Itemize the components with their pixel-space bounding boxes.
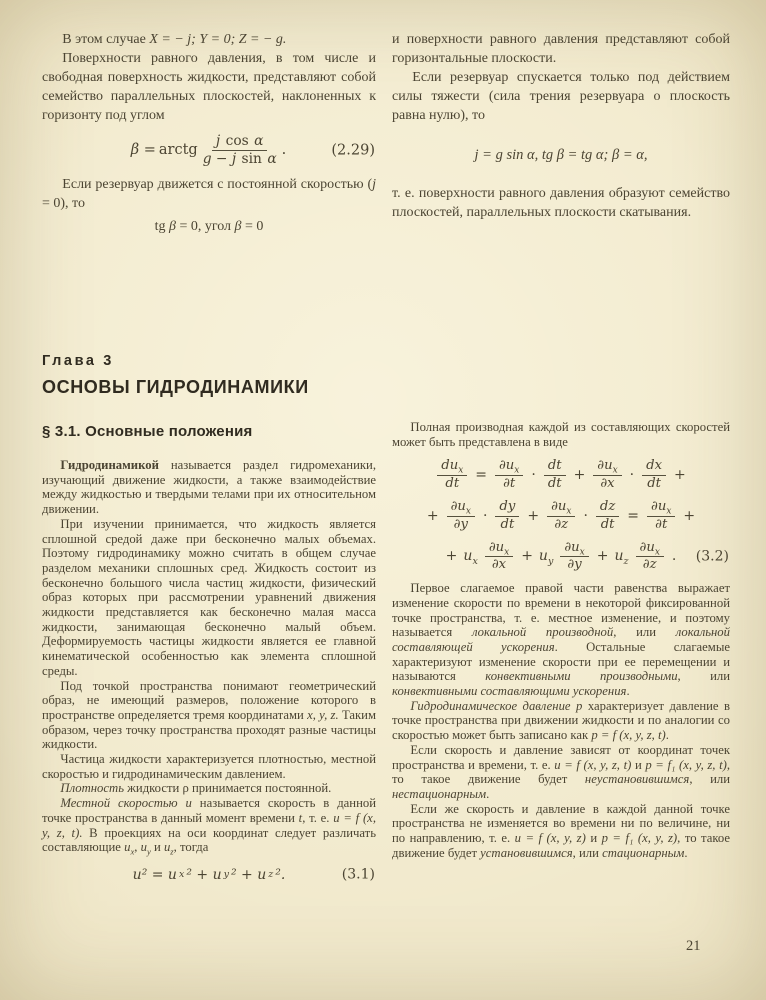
subscript: x — [514, 466, 520, 477]
paragraph — [42, 781, 376, 796]
fraction-denominator: ∂z — [554, 516, 569, 532]
paragraph — [42, 30, 376, 49]
subscript: x — [504, 547, 510, 558]
fraction-numerator — [495, 459, 523, 476]
math-run: = 0, угол — [175, 218, 235, 234]
text-run: В проекциях на оси координат следует различать составляющие — [42, 825, 377, 855]
text-run: Если же скорость и давление в каждой данной точке пространства не изменяется во времени ни по величине, ни по направлению, т. е. — [392, 801, 730, 846]
operator: + — [596, 548, 609, 565]
fraction-numerator: dx — [642, 459, 666, 476]
column-top-left — [42, 30, 376, 238]
paragraph: Если резервуар спускается только под действием силы тяжести (сила трения резервуара о плоскость равна нулю), то — [392, 70, 730, 123]
math-run — [140, 840, 151, 857]
text-run: Под точкой пространства понимают геометрический образ, не имеющий размеров, положение которого в пространстве определяется тремя координатами — [42, 678, 376, 722]
subscript: x — [666, 506, 672, 517]
fraction — [642, 459, 666, 492]
text-run: жидкости ρ принимается постоянной. — [123, 781, 332, 796]
fraction — [544, 459, 566, 492]
subscript: y — [547, 556, 554, 568]
text-run: . Остальные слагаемые характеризуют изменение скорости при ее перемещении и называются — [392, 639, 730, 684]
fraction-denominator: ∂x — [491, 557, 507, 573]
operator: + — [674, 467, 686, 484]
text-run: Таким образом, через точку пространства проходят разные частицы жидкости. — [42, 707, 376, 752]
paragraph — [392, 699, 730, 743]
fraction-denominator: dt — [445, 476, 460, 492]
variable: du — [441, 458, 459, 474]
subscript: z — [623, 556, 629, 568]
fraction — [547, 500, 575, 533]
math-run: = 0 — [241, 218, 264, 234]
math-run: X = − j; Y = 0; Z = − g. — [149, 32, 287, 47]
math-run: g − j — [202, 151, 241, 168]
fraction-denominator: dt — [547, 476, 562, 492]
math-run: u = f (x, y, z, t). — [42, 810, 376, 840]
math-run: p = f (x, y, z, t) — [591, 728, 666, 743]
column-top-right — [392, 30, 730, 222]
text-run: , то такое движение будет — [392, 831, 730, 860]
paragraph — [42, 796, 376, 855]
variable: u — [463, 548, 473, 565]
math-run: ². — [275, 866, 286, 883]
subscript: x — [654, 547, 660, 558]
equation-row — [392, 459, 730, 492]
math-run: t — [298, 810, 303, 825]
text-run: называется скорость в данной точке пространства в данный момент времени — [42, 796, 376, 825]
text-run: и — [585, 831, 602, 846]
fraction — [495, 500, 519, 533]
math-run: β — [168, 218, 176, 234]
equation-2-29 — [42, 134, 376, 168]
operator: + — [683, 507, 696, 524]
subscript: x — [465, 506, 471, 517]
text-run: Если скорость и давление зависят от координат точек пространства и времени, т. е. — [392, 742, 730, 772]
punctuation: . — [281, 142, 287, 159]
text-run: Первое слагаемое правой части равенства выражает изменение скорости по времени в некоторой фиксированной точке пространства, т. е. местное изменение, и поэтому называется — [392, 581, 730, 640]
fraction-denominator: ∂x — [600, 476, 615, 492]
fraction — [447, 500, 475, 533]
math-run: j — [215, 133, 225, 149]
fraction-numerator — [560, 541, 588, 558]
subscript: z — [170, 846, 174, 857]
paragraph: т. е. поверхности равного давления образуют семейство плоскостей, параллельных плоскости скатывания. — [392, 186, 730, 220]
text-run: и — [631, 757, 646, 772]
variable-term — [614, 548, 629, 568]
paragraph — [42, 175, 376, 213]
math-run: u² = u — [132, 866, 177, 883]
text-run: называется раздел гидромеханики, изучающий движение жидкости, а также взаимодействие между жидкостью и твердыми телами при их относительном движении. — [42, 458, 376, 517]
variable: ∂u — [488, 539, 505, 555]
math-run: x, y, z. — [307, 707, 339, 722]
math-run: u = f (x, y, z, t) — [554, 757, 632, 772]
term: конвективными производными — [485, 669, 678, 684]
fraction — [596, 500, 619, 533]
fraction — [560, 541, 588, 574]
term-lead: Местной скоростью u — [60, 796, 192, 811]
fraction-denominator: ∂y — [567, 557, 582, 573]
subscript: y — [146, 846, 151, 857]
equation-3-1 — [42, 868, 376, 883]
term: установившимся — [480, 845, 573, 860]
punctuation: . — [671, 548, 677, 565]
term: неустановившимся — [584, 772, 690, 787]
subscript: x — [458, 466, 464, 477]
fraction-numerator — [547, 500, 575, 517]
fraction-denominator: dt — [500, 516, 515, 532]
text-run: , или — [689, 772, 730, 787]
math-run: j — [372, 176, 376, 192]
fraction — [203, 134, 277, 168]
fraction-denominator: ∂z — [642, 557, 657, 573]
math-run: β — [234, 218, 242, 234]
equation-number: (3.2) — [695, 548, 729, 565]
paragraph: Поверхности равного давления, в том числе и свободная поверхность жидкости, представляют собой семейство параллельных плоскостей, наклоненных к горизонту под углом — [42, 51, 376, 123]
fraction — [593, 459, 621, 492]
math-run: β = — [130, 142, 156, 159]
text-run: . — [626, 684, 630, 699]
operator: + — [445, 548, 458, 565]
fraction-numerator: dy — [495, 500, 519, 517]
operator: · — [583, 507, 588, 524]
subscript: x — [472, 556, 478, 568]
fraction — [647, 500, 675, 533]
subscript: x — [566, 506, 572, 517]
paragraph — [42, 458, 376, 517]
paragraph — [392, 743, 730, 802]
variable: u — [140, 840, 147, 855]
term: конвективными составляющими ускорения — [392, 684, 627, 699]
equation-3-2 — [392, 459, 730, 573]
math-run: p = f₁ (x, y, z) — [601, 831, 678, 846]
fraction-denominator: ∂y — [453, 516, 468, 532]
subscript: x — [579, 547, 585, 558]
fraction-numerator — [437, 459, 467, 476]
variable: u — [614, 548, 624, 565]
text-run: = 0), то — [42, 195, 85, 211]
operator: + — [573, 467, 586, 484]
math-run — [163, 840, 174, 857]
equation-row — [392, 541, 730, 574]
fraction-numerator — [636, 541, 664, 558]
variable: ∂u — [597, 458, 613, 474]
variable-term — [463, 548, 478, 568]
term-lead: Гидродинамикой — [60, 458, 159, 472]
fraction-denominator: dt — [600, 516, 615, 532]
fraction — [495, 459, 523, 492]
math-run: p = f₁ (x, y, z, t) — [645, 757, 727, 772]
fraction-numerator — [485, 541, 513, 558]
variable-term — [538, 548, 554, 568]
variable: ∂u — [639, 539, 655, 555]
equation-j-gsin — [392, 146, 730, 165]
chapter-label: Глава 3 — [42, 353, 114, 369]
column-main-right — [392, 420, 730, 860]
chapter-title: ОСНОВЫ ГИДРОДИНАМИКИ — [42, 377, 309, 397]
operator: = — [627, 507, 640, 524]
term: нестационарным — [392, 786, 487, 801]
fraction — [437, 459, 467, 492]
term: локальной составляющей ускорения — [392, 625, 730, 654]
term-lead: Гидродинамическое давление p — [410, 698, 583, 713]
text-run: , или — [677, 669, 730, 684]
paragraph: Частица жидкости характеризуется плотностью, местной скоростью и гидродинамическим давлением. — [42, 752, 376, 781]
fraction-numerator — [647, 500, 675, 517]
text-run: . — [486, 786, 490, 801]
equation-number: (3.1) — [341, 866, 375, 883]
subscript: x — [612, 466, 618, 477]
fraction-numerator — [447, 500, 475, 517]
operator: + — [426, 507, 439, 524]
operator: + — [521, 548, 533, 565]
text-run: , или — [572, 845, 603, 860]
operator: · — [531, 467, 536, 484]
variable: u — [163, 840, 171, 855]
text-run: В этом случае — [62, 32, 150, 47]
column-main-left — [42, 458, 376, 890]
text-run: характеризует давление в точке пространства при движении жидкости и по аналогии со скоростью может быть записано как — [392, 698, 730, 743]
term-lead: Плотность — [60, 781, 124, 796]
math-run — [124, 840, 135, 857]
term: стационарным — [602, 845, 685, 860]
text-run: , то такое движение будет — [392, 757, 730, 787]
paragraph — [392, 581, 730, 699]
fraction-denominator — [203, 151, 277, 167]
math-run: ² + u — [186, 866, 222, 883]
equation-tg-beta — [42, 217, 376, 236]
fraction-numerator: dt — [544, 459, 566, 476]
math-run: j = g sin α, tg β = tg α; β = α, — [474, 147, 648, 163]
variable: ∂u — [450, 498, 466, 514]
fraction — [636, 541, 664, 574]
text-run: и — [150, 840, 164, 855]
text-run: . — [665, 728, 669, 743]
paragraph — [392, 802, 730, 861]
text-run: Если резервуар движется с постоянной скоростью ( — [62, 176, 373, 192]
function-name: cos — [225, 133, 254, 149]
operator: = — [475, 467, 487, 484]
operator: · — [629, 467, 635, 484]
equation-number: (2.29) — [331, 142, 375, 159]
term: локальной производной — [471, 625, 614, 640]
subscript: x — [130, 846, 135, 857]
section-heading: § 3.1. Основные положения — [42, 423, 253, 440]
variable: u — [538, 548, 548, 565]
fraction-numerator — [593, 459, 621, 476]
function-name: sin — [241, 151, 267, 168]
text-run: , — [134, 840, 141, 855]
operator: + — [527, 507, 540, 524]
equation-body: u² = u x ² + u y ² + u z ². — [132, 866, 286, 883]
fraction-denominator: dt — [647, 476, 661, 492]
math-run: u = f (x, y, z) — [514, 831, 586, 846]
math-run: α — [267, 151, 277, 168]
math-run: α — [254, 133, 264, 149]
variable: u — [124, 840, 131, 855]
paragraph — [42, 679, 376, 753]
math-run: tg — [154, 218, 169, 234]
page-number: 21 — [686, 938, 701, 954]
paragraph: и поверхности равного давления представляют собой горизонтальные плоскости. — [392, 32, 730, 66]
fraction-denominator: ∂t — [503, 476, 516, 492]
chapter-heading — [42, 353, 309, 440]
math-run: ² + u — [230, 866, 267, 883]
fraction-denominator: ∂t — [655, 516, 668, 532]
variable: ∂u — [651, 498, 667, 514]
paragraph: Полная производная каждой из составляющих скоростей может быть представлена в виде — [392, 420, 730, 449]
paragraph: При изучении принимается, что жидкость является сплошной средой даже при бесконечно малых объемах. Поэтому гидродинамику можно считать в общем случае разделом механики сплошных сред. Жидкость состоит из бесконечно большого числа частиц жидкости, физический образ которых при рассмотрении уравнений движения жидкости представляется как бесконечно малая масса жидкости, занимающая бесконечно малый объем. Деформируемость частицы жидкости является ее главной кинематической особенностью как элемента сплошной среды. — [42, 516, 376, 678]
fraction-numerator: dz — [596, 500, 619, 517]
text-run: . — [684, 845, 688, 860]
fraction — [485, 541, 513, 574]
text-run: , тогда — [173, 840, 209, 855]
operator: · — [482, 507, 488, 524]
equation-row — [392, 500, 730, 533]
equation-body — [131, 134, 288, 168]
variable: ∂u — [551, 498, 567, 514]
text-run: , т. е. — [302, 810, 334, 825]
function-name: arctg — [158, 142, 198, 159]
fraction-numerator — [212, 134, 268, 151]
variable: ∂u — [498, 458, 515, 474]
variable: ∂u — [564, 539, 580, 555]
text-run: , или — [613, 625, 676, 640]
